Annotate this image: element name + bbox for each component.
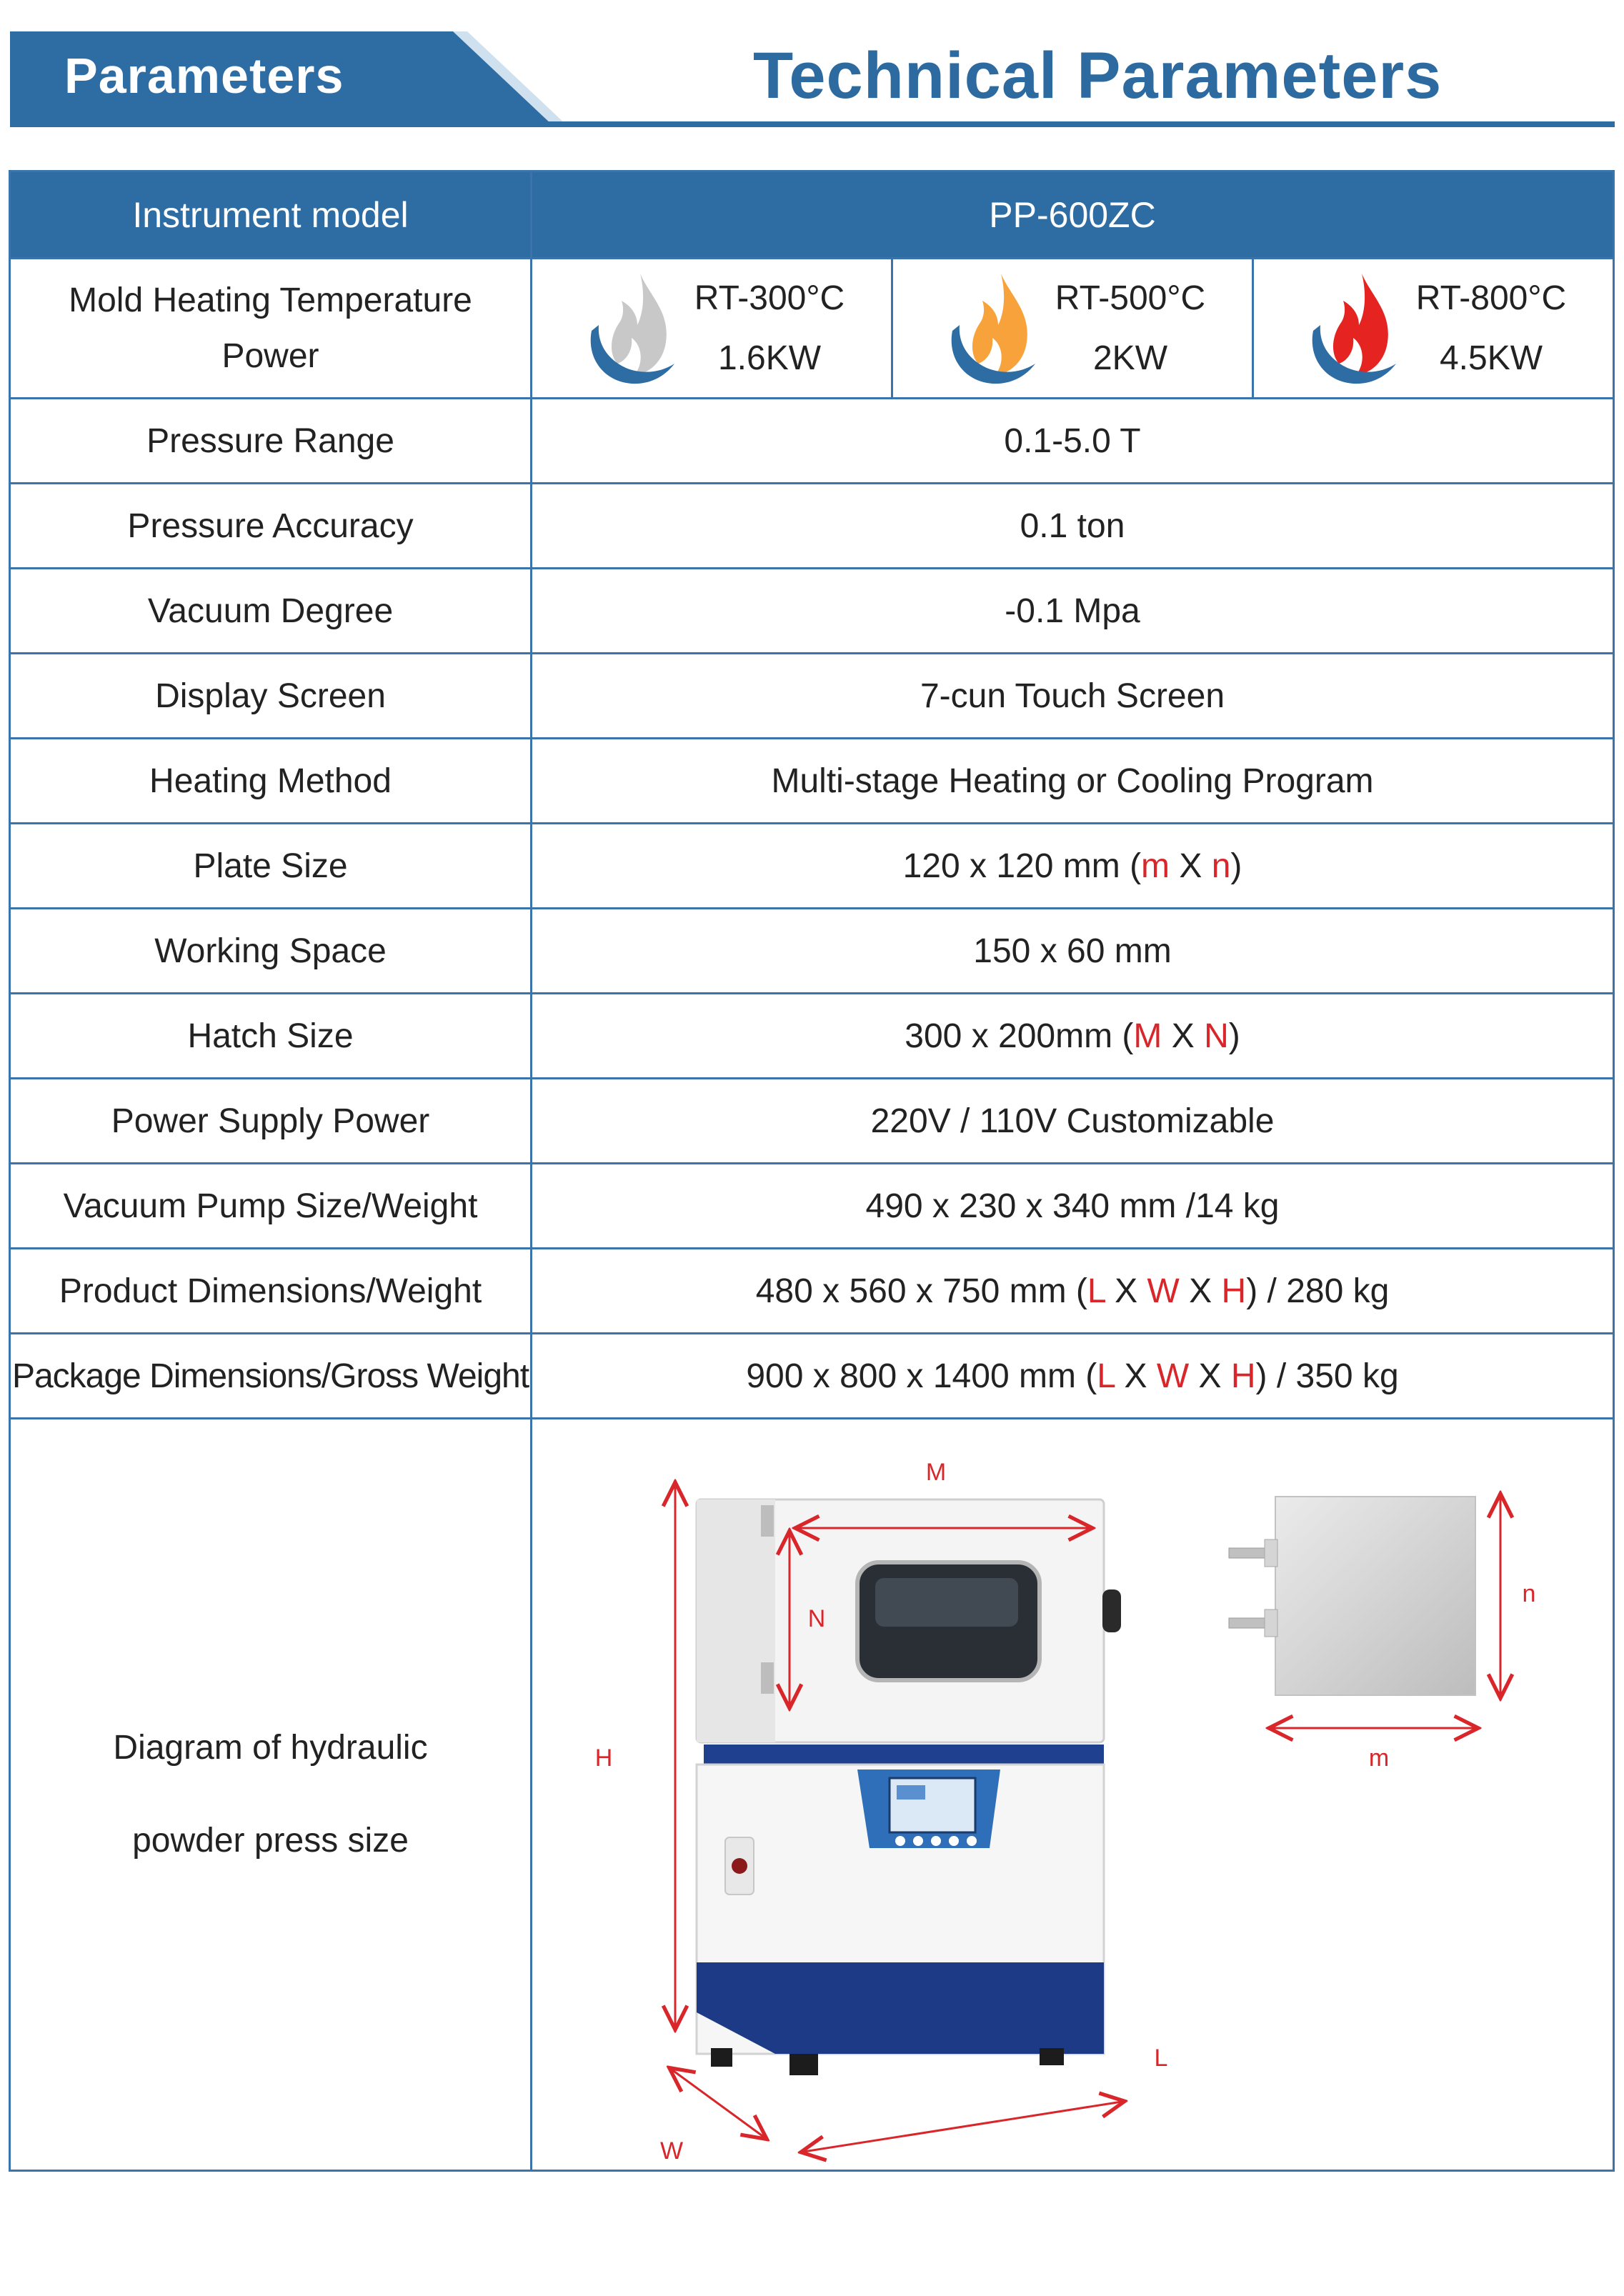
dim-label-L: L [1154,2045,1168,2072]
table-row [10,739,1614,824]
diagram-cell [532,1419,1614,2171]
heating-option [891,259,1252,397]
dim-H: H [1221,1272,1247,1310]
page-header [10,31,1615,126]
heating-option [1252,259,1613,397]
table-row [10,569,1614,654]
times-sign: X [1170,847,1212,885]
heating-options [532,259,1614,399]
diagram-label [10,1419,532,2171]
heating-power: 4.5KW [1439,339,1543,377]
row-label: Power Supply Power [10,1079,532,1164]
times-sign: X [1105,1272,1147,1310]
dim-L: L [1087,1272,1105,1310]
row-value: Multi-stage Heating or Cooling Program [532,739,1614,824]
close-paren: ) [1230,847,1242,885]
plate-dim-m: m [1141,847,1170,885]
hatch-size-value: 300 x 200mm ( [905,1017,1134,1055]
dim-W: W [1147,1272,1180,1310]
plate-dim-n: n [1211,847,1231,885]
row-label: Display Screen [10,654,532,739]
heating-power: 2KW [1092,339,1167,377]
row-value: 490 x 230 x 340 mm /14 kg [532,1164,1614,1249]
table-row [10,654,1614,739]
row-label: Pressure Range [10,399,532,484]
row-value: 150 x 60 mm [532,909,1614,994]
model-label: Instrument model [10,171,532,259]
row-label: Pressure Accuracy [10,484,532,569]
package-weight: ) / 350 kg [1255,1357,1399,1395]
heating-label [10,259,532,399]
heating-temp: RT-800°C [1415,279,1567,317]
page-title: Technical Parameters [753,39,1443,112]
table-row-hatch-size [10,994,1614,1079]
row-value: 7-cun Touch Screen [532,654,1614,739]
dim-label-W: W [659,2137,684,2165]
row-value [532,994,1614,1079]
row-label: Plate Size [10,824,532,909]
heating-label-line2: Power [221,336,319,375]
model-value: PP-600ZC [532,171,1614,259]
table-row-package [10,1334,1614,1419]
row-label: Package Dimensions/Gross Weight [10,1334,532,1419]
press-machine [697,1499,1121,2075]
dim-label-n: n [1522,1580,1536,1607]
row-label: Heating Method [10,739,532,824]
plate-image [1229,1497,1475,1695]
product-weight: ) / 280 kg [1246,1272,1390,1310]
diagram-label-line1: Diagram of hydraulic [113,1729,428,1767]
flame-icon-orange [940,268,1040,389]
dim-label-m: m [1368,1745,1390,1772]
heating-row [10,259,1614,399]
table-row-product [10,1249,1614,1334]
heating-temp: RT-300°C [694,279,845,317]
package-dims: 900 x 800 x 1400 mm ( [746,1357,1097,1395]
table-header-row [10,171,1614,259]
product-dims: 480 x 560 x 750 mm ( [755,1272,1087,1310]
heating-power: 1.6KW [717,339,822,377]
row-label: Product Dimensions/Weight [10,1249,532,1334]
table-row [10,484,1614,569]
table-row-pump [10,1164,1614,1249]
flame-icon-red [1300,268,1400,389]
row-label: Hatch Size [10,994,532,1079]
dim-label-M: M [925,1459,947,1486]
plate-size-value: 120 x 120 mm ( [902,847,1142,885]
row-value: -0.1 Mpa [532,569,1614,654]
hatch-dim-N: N [1204,1017,1229,1055]
row-label: Working Space [10,909,532,994]
close-paren: ) [1228,1017,1240,1055]
press-diagram [532,1419,1615,2170]
row-value [532,1334,1614,1419]
row-value [532,824,1614,909]
row-label: Vacuum Degree [10,569,532,654]
dim-label-H: H [594,1745,613,1772]
hatch-dim-M: M [1133,1017,1162,1055]
times-sign: X [1115,1357,1157,1395]
table-row-power-supply [10,1079,1614,1164]
table-row-plate-size [10,824,1614,909]
spec-table [9,170,1615,2172]
times-sign: X [1179,1272,1222,1310]
row-label: Vacuum Pump Size/Weight [10,1164,532,1249]
flame-icon-gray [579,268,679,389]
row-value: 0.1 ton [532,484,1614,569]
header-tab-label: Parameters [64,48,344,104]
header-divider [10,121,1615,127]
table-row-working-space [10,909,1614,994]
heating-label-line1: Mold Heating Temperature [69,281,472,319]
dim-W: W [1156,1357,1190,1395]
times-sign: X [1189,1357,1231,1395]
dim-H: H [1230,1357,1256,1395]
row-value: 0.1-5.0 T [532,399,1614,484]
diagram-label-line2: powder press size [132,1822,409,1860]
heating-temp: RT-500°C [1055,279,1206,317]
table-row [10,399,1614,484]
heating-option [532,259,891,397]
dim-L: L [1097,1357,1115,1395]
row-value: 220V / 110V Customizable [532,1079,1614,1164]
row-value [532,1249,1614,1334]
dim-label-N: N [807,1605,826,1632]
diagram-row [10,1419,1614,2171]
times-sign: X [1162,1017,1205,1055]
